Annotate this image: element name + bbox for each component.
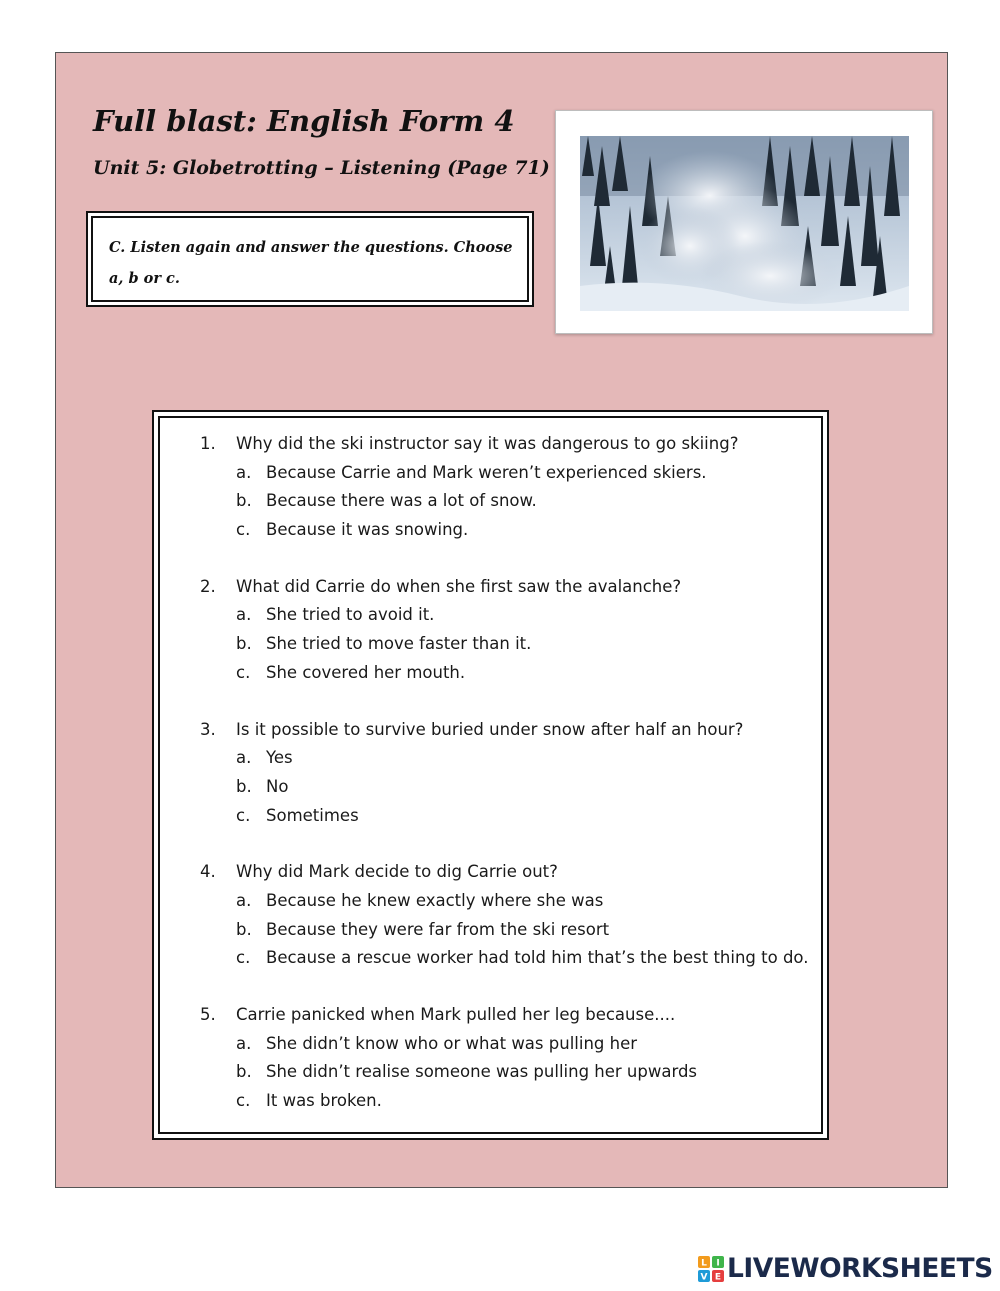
question-number: 4. — [200, 862, 216, 882]
answer-option[interactable] — [200, 1087, 821, 1116]
instruction-text — [91, 216, 529, 302]
answer-option[interactable] — [200, 916, 821, 945]
option-letter: b. — [236, 1062, 252, 1082]
answer-option[interactable] — [200, 459, 821, 488]
question-line — [200, 858, 821, 887]
option-text: Because a rescue worker had told him that’s the best thing to do. — [266, 948, 809, 968]
svg-text:E: E — [714, 1272, 722, 1282]
option-text: She didn’t know who or what was pulling her — [266, 1033, 638, 1053]
instruction-line-2: a, b or c. — [109, 270, 180, 287]
liveworksheets-logo-icon — [698, 1256, 724, 1282]
worksheet-title: Full blast: English Form 4 — [93, 104, 515, 138]
answer-option[interactable] — [200, 773, 821, 802]
liveworksheets-brand[interactable] — [698, 1254, 993, 1284]
question-number: 1. — [200, 434, 216, 453]
option-letter: c. — [236, 805, 251, 825]
option-text: Yes — [266, 748, 293, 768]
answer-option[interactable] — [200, 802, 821, 831]
option-text: It was broken. — [266, 1091, 382, 1111]
question-text: Why did the ski instructor say it was dangerous to go skiing? — [236, 434, 739, 453]
option-text: Because he knew exactly where she was — [266, 890, 604, 910]
question-line — [200, 1001, 821, 1030]
option-text: She tried to move faster than it. — [266, 634, 532, 654]
option-letter: a. — [236, 890, 252, 910]
option-text: Because it was snowing. — [266, 520, 469, 540]
question-line — [200, 430, 821, 459]
option-text: Sometimes — [266, 805, 359, 825]
answer-option[interactable] — [200, 630, 821, 659]
svg-text:L: L — [701, 1258, 707, 1269]
question-number: 2. — [200, 576, 216, 596]
option-letter: c. — [236, 520, 251, 540]
question-text: Carrie panicked when Mark pulled her leg because.... — [236, 1005, 676, 1024]
answer-option[interactable] — [200, 487, 821, 516]
option-letter: c. — [236, 948, 251, 968]
option-letter: b. — [236, 919, 252, 939]
option-letter: b. — [236, 776, 252, 796]
brand-name: LIVEWORKSHEETS — [727, 1253, 993, 1284]
question-item — [200, 1001, 821, 1116]
option-letter: a. — [236, 1033, 252, 1053]
instruction-line-1: C. Listen again and answer the questions. Choose — [109, 239, 513, 256]
answer-option[interactable] — [200, 516, 821, 545]
option-letter: b. — [236, 491, 252, 511]
option-letter: b. — [236, 634, 252, 654]
option-text: No — [266, 776, 289, 796]
question-line — [200, 716, 821, 745]
answer-option[interactable] — [200, 944, 821, 973]
answer-option[interactable] — [200, 1030, 821, 1059]
option-text: She tried to avoid it. — [266, 605, 435, 625]
worksheet-subtitle: Unit 5: Globetrotting – Listening (Page 71) — [93, 157, 550, 179]
question-text: Is it possible to survive buried under snow after half an hour? — [236, 719, 744, 739]
question-line — [200, 573, 821, 602]
avalanche-photo — [580, 136, 909, 311]
answer-option[interactable] — [200, 659, 821, 688]
question-item — [200, 430, 821, 545]
option-letter: a. — [236, 605, 252, 625]
option-text: Because there was a lot of snow. — [266, 491, 537, 511]
question-text: What did Carrie do when she first saw the avalanche? — [236, 576, 682, 596]
question-number: 3. — [200, 719, 216, 739]
question-item — [200, 716, 821, 831]
instruction-box — [86, 211, 534, 307]
svg-text:V: V — [700, 1272, 708, 1282]
question-number: 5. — [200, 1005, 216, 1024]
option-text: She didn’t realise someone was pulling her upwards — [266, 1062, 698, 1082]
answer-option[interactable] — [200, 744, 821, 773]
answer-option[interactable] — [200, 887, 821, 916]
answer-option[interactable] — [200, 601, 821, 630]
option-text: Because Carrie and Mark weren’t experienced skiers. — [266, 462, 707, 482]
option-letter: a. — [236, 748, 252, 768]
svg-text:I: I — [716, 1258, 720, 1269]
option-text: She covered her mouth. — [266, 662, 466, 682]
question-text: Why did Mark decide to dig Carrie out? — [236, 862, 558, 882]
question-item — [200, 858, 821, 973]
photo-frame — [555, 110, 933, 334]
option-letter: c. — [236, 662, 251, 682]
option-letter: c. — [236, 1091, 251, 1111]
option-letter: a. — [236, 462, 252, 482]
questions-list — [158, 416, 823, 1134]
questions-box — [152, 410, 829, 1140]
option-text: Because they were far from the ski resort — [266, 919, 610, 939]
answer-option[interactable] — [200, 1058, 821, 1087]
question-item — [200, 573, 821, 688]
